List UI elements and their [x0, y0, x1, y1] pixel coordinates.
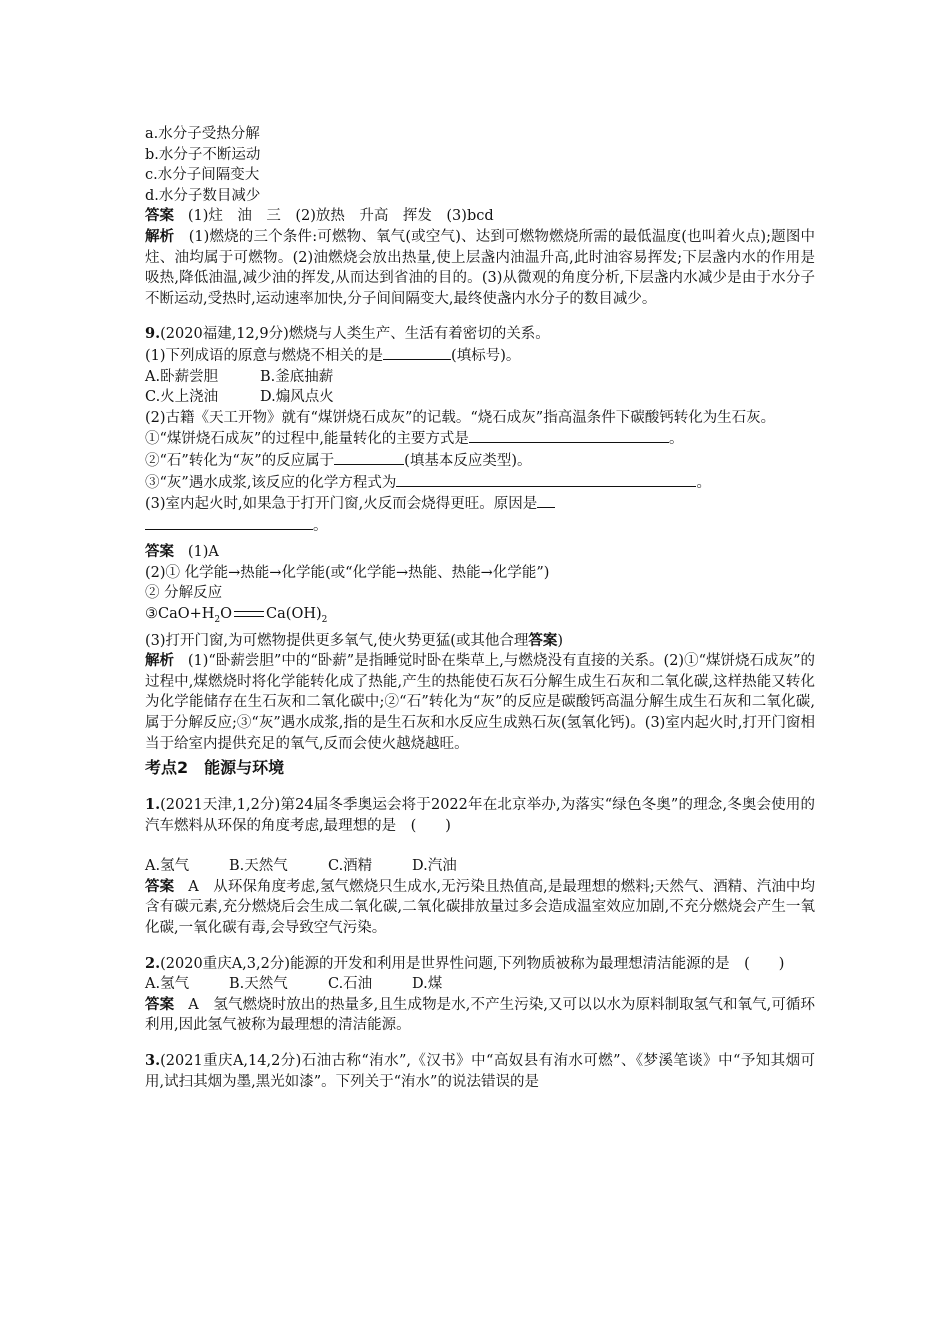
spacer	[145, 939, 815, 954]
s2q1-stem-text: (2021天津,1,2分)第24届冬季奥运会将于2022年在北京举办,为落实“绿色冬奥”的理念,冬奥会使用的汽车燃料从环保的角度考虑,最理想的是 ( )	[145, 797, 815, 834]
option-b: b.水分子不断运动	[145, 146, 261, 163]
s2q2-answer	[145, 995, 815, 1036]
document-page	[145, 124, 815, 1092]
q9-part2-2-end: (填基本反应类型)。	[404, 452, 532, 469]
q9-option-b: B.釜底抽薪	[260, 368, 334, 385]
s2q2-stem-text: (2020重庆A,3,2分)能源的开发和利用是世界性问题,下列物质被称为最理想清洁能源的是 ( )	[160, 955, 785, 972]
s2q1-stem	[145, 795, 815, 836]
q9-part2: (2)古籍《天工开物》就有“煤饼烧石成灰”的记载。“烧石成灰”指高温条件下碳酸钙转化为生石灰。	[145, 409, 776, 426]
q9-part1-end: (填标号)。	[451, 347, 521, 364]
q9-part2-2	[145, 450, 815, 472]
q9-options-row2	[145, 387, 815, 408]
q9-analysis-text: (1)“卧薪尝胆”中的“卧薪”是指睡觉时卧在柴草上,与燃烧没有直接的关系。(2)①“煤饼烧石成灰”的过程中,煤燃烧时将化学能转化成了热能,产生的热能使石灰石分解生成生石灰和二氧化碳,这样热能又转化为化学能储存在生石灰和二氧化碳中;②“石”转化为“灰”的反应是碳酸钙高温分解生成生石灰和二氧化碳,属于分解反应;③“灰”遇水成浆,指的是生石灰和水反应生成熟石灰(氢氧化钙)。(3)室内起火时,打开门窗相当于给室内提供充足的氧气,反而会使火越烧越旺。	[145, 653, 816, 752]
q8-analysis-text: (1)燃烧的三个条件:可燃物、氧气(或空气)、达到可燃物燃烧所需的最低温度(也叫着火点);题图中炷、油均属于可燃物。(2)油燃烧会放出热量,使上层盏内油温升高,此时油容易挥发;下层盏内水的作用是吸热,降低油温,减少油的挥发,从而达到省油的目的。(3)从微观的角度分析,下层盏内水减少是由于水分子不断运动,受热时,运动速率加快,分子间间隔变大,最终使盏内水分子的数目减少。	[145, 228, 816, 307]
option-c: c.水分子间隔变大	[145, 167, 260, 184]
s2q2-option-b: B.天然气	[229, 976, 288, 993]
eq-rhs-1: Ca(OH)	[266, 606, 322, 623]
eq-rhs-sub: 2	[321, 614, 328, 625]
s2q1-option-d: D.汽油	[412, 858, 457, 875]
option-d: d.水分子数目减少	[145, 187, 261, 204]
s2q3-stem	[145, 1051, 815, 1092]
answer-blank[interactable]	[469, 428, 669, 443]
eq-lhs-2: O	[220, 606, 233, 623]
s2q1-answer-text: A 从环保角度考虑,氢气燃烧只生成水,无污染且热值高,是最理想的燃料;天然气、酒精、汽油中均含有碳元素,充分燃烧后会生成二氧化碳,二氧化碳排放量过多会造成温室效应加剧,不充分燃烧会产生一氧化碳,一氧化碳有毒,会导致空气污染。	[145, 878, 816, 937]
q9-answer-1-text: (1)A	[187, 544, 219, 561]
s2q2-number: 2.	[145, 954, 161, 972]
answer-label-inline: 答案	[528, 632, 558, 649]
q9-part2-3-text: ③“灰”遇水成浆,该反应的化学方程式为	[145, 474, 397, 491]
eq-lhs-1: ③CaO+H	[145, 606, 215, 623]
q9-part1-text: (1)下列成语的原意与燃烧不相关的是	[145, 347, 384, 364]
answer-label: 答案	[145, 878, 175, 895]
analysis-label: 解析	[145, 228, 175, 245]
option-a: a.水分子受热分解	[145, 126, 260, 142]
spacer	[145, 836, 815, 856]
spacer	[145, 1036, 815, 1051]
q9-stem-text: (2020福建,12,9分)燃烧与人类生产、生活有着密切的关系。	[160, 326, 550, 343]
answer-label: 答案	[145, 208, 174, 225]
s2q2-options	[145, 974, 815, 995]
q9-part2-1-end: 。	[668, 431, 684, 448]
s2q2-answer-text: A 氢气燃烧时放出的热量多,且生成物是水,不产生污染,又可以以水为原料制取氢气和氧气,可循环利用,因此氢气被称为最理想的清洁能源。	[145, 996, 816, 1034]
q9-analysis	[145, 651, 815, 754]
q8-answer	[145, 206, 815, 227]
q9-part2-1	[145, 428, 815, 450]
eq-lhs-sub: 2	[214, 614, 221, 625]
q9-stem	[145, 324, 815, 345]
s2q3-stem-text: (2021重庆A,14,2分)石油古称“洧水”,《汉书》中“高奴县有洧水可燃”、《梦溪笔谈》中“予知其烟可用,试扫其烟为墨,黑光如漆”。下列关于“洧水”的说法错误的是	[145, 1053, 815, 1090]
q9-part3-cont	[145, 515, 815, 537]
answer-blank[interactable]	[383, 345, 451, 360]
s2q1-option-b: B.天然气	[229, 858, 288, 875]
q9-answer-4	[145, 631, 815, 652]
q9-part3	[145, 493, 815, 515]
q9-part2-3-end: 。	[696, 474, 711, 491]
s2q2-option-c: C.石油	[328, 976, 373, 993]
q9-answer-1	[145, 542, 815, 563]
q9-chemical-equation	[145, 604, 815, 630]
q9-answer-4-text: (3)打开门窗,为可燃物提供更多氧气,使火势更猛(或其他合理	[145, 632, 529, 649]
s2q1-number: 1.	[145, 796, 161, 814]
q8-analysis	[145, 227, 815, 309]
s2q1-options	[145, 856, 815, 877]
q9-part3-text: (3)室内起火时,如果急于打开门窗,火反而会烧得更旺。原因是	[145, 496, 538, 513]
answer-blank[interactable]	[334, 450, 404, 465]
s2q2-stem	[145, 954, 815, 975]
q9-part1	[145, 345, 815, 367]
s2q1-option-c: C.酒精	[328, 858, 373, 875]
q9-answer-4-end: )	[557, 632, 564, 649]
s2q1-option-a: A.氢气	[145, 858, 190, 875]
q9-part2-1-text: ①“煤饼烧石成灰”的过程中,能量转化的主要方式是	[145, 431, 469, 448]
answer-label: 答案	[145, 544, 174, 561]
q9-option-c: C.火上浇油	[145, 389, 219, 406]
s2q1-answer	[145, 877, 815, 939]
q9-part2-2-text: ②“石”转化为“灰”的反应属于	[145, 452, 335, 469]
q9-option-a: A.卧薪尝胆	[145, 368, 219, 385]
q9-part2-3	[145, 472, 815, 494]
answer-blank[interactable]	[537, 493, 555, 508]
spacer	[145, 309, 815, 324]
section-heading: 考点2 能源与环境	[145, 758, 285, 778]
answer-blank[interactable]	[396, 472, 696, 487]
answer-label: 答案	[145, 996, 175, 1013]
q9-options-row1	[145, 367, 815, 388]
q9-number: 9.	[145, 325, 161, 343]
q9-answer-2: (2)① 化学能→热能→化学能(或“化学能→热能、热能→化学能”)	[145, 564, 550, 581]
equals-sign	[234, 611, 264, 617]
q8-answer-text: (1)炷 油 三 (2)放热 升高 挥发 (3)bcd	[187, 208, 494, 225]
q9-answer-3: ② 分解反应	[145, 585, 223, 602]
answer-blank[interactable]	[145, 515, 313, 530]
q9-option-d: D.煽风点火	[260, 389, 334, 406]
s2q2-option-d: D.煤	[412, 976, 443, 993]
s2q2-option-a: A.氢气	[145, 976, 190, 993]
spacer	[145, 780, 815, 795]
q9-part3-end: 。	[313, 517, 328, 534]
analysis-label: 解析	[145, 653, 175, 670]
s2q3-number: 3.	[145, 1052, 161, 1070]
